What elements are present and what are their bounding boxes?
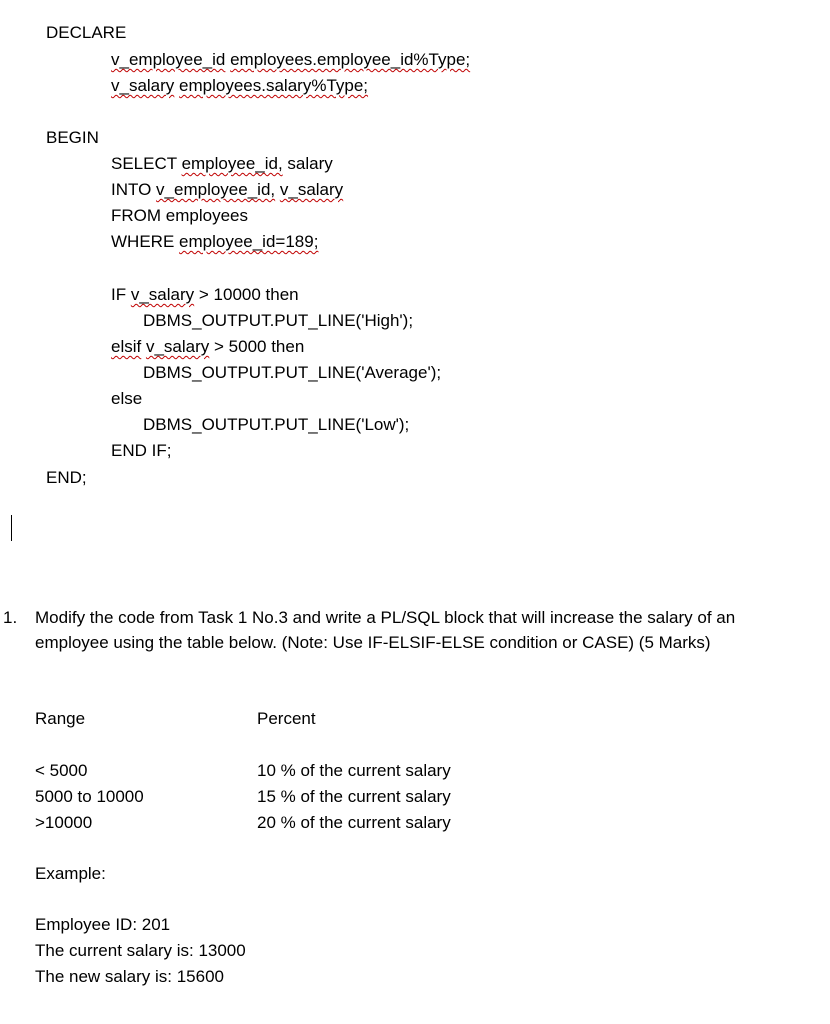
table-header-percent: Percent: [257, 709, 316, 728]
code-end: END;: [46, 468, 87, 487]
code-into-line: [111, 180, 343, 200]
code-var2-line: [111, 76, 368, 96]
code-var1-line: [111, 50, 470, 70]
code-into-var2: v_salary: [279, 180, 344, 199]
code-elsif-line: [111, 337, 304, 357]
code-into-kw: INTO: [111, 180, 152, 199]
code-into-var1: v_employee_id,: [156, 180, 276, 199]
code-select-line: [111, 154, 333, 174]
table-row-percent: 20 % of the current salary: [257, 813, 451, 832]
code-var2-type: employees.salary%Type;: [179, 76, 369, 95]
code-select-kw: SELECT: [111, 154, 177, 173]
code-put-average: DBMS_OUTPUT.PUT_LINE('Average');: [143, 363, 442, 382]
code-where-line: [111, 232, 318, 252]
code-begin: BEGIN: [46, 128, 99, 147]
code-elsif-cond: > 5000 then: [209, 337, 305, 356]
code-if-var: v_salary: [130, 285, 195, 304]
code-from-line: FROM employees: [111, 206, 248, 225]
code-where-cond: employee_id=189;: [179, 232, 319, 251]
table-row-percent: 15 % of the current salary: [257, 787, 451, 806]
code-elsif-kw: elsif: [111, 337, 142, 356]
code-put-low: DBMS_OUTPUT.PUT_LINE('Low');: [143, 415, 410, 434]
code-declare: DECLARE: [46, 23, 127, 42]
example-label: Example:: [35, 864, 106, 883]
text-cursor: [11, 515, 12, 541]
table-row-range: >10000: [35, 813, 93, 832]
question-text: Modify the code from Task 1 No.3 and write a PL/SQL block that will increase the salary of an employee using the table below. (Note: Use IF-ELSIF-ELSE condition or CASE) (5 Marks): [35, 608, 736, 652]
code-else: else: [111, 389, 143, 408]
example-new-salary: The new salary is: 15600: [35, 967, 224, 986]
table-header-range: Range: [35, 709, 86, 728]
question-number: 1.: [3, 608, 18, 627]
code-var1-name: v_employee_id: [111, 50, 226, 69]
code-if-kw: IF: [111, 285, 127, 304]
table-row-percent: 10 % of the current salary: [257, 761, 451, 780]
code-put-high: DBMS_OUTPUT.PUT_LINE('High');: [143, 311, 414, 330]
code-if-cond: > 10000 then: [194, 285, 299, 304]
code-if-line: [111, 285, 299, 305]
example-employee-id: Employee ID: 201: [35, 915, 171, 934]
code-select-col1: employee_id,: [181, 154, 283, 173]
table-row-range: < 5000: [35, 761, 88, 780]
code-select-col2: salary: [282, 154, 333, 173]
code-var2-name: v_salary: [111, 76, 175, 95]
example-current-salary: The current salary is: 13000: [35, 941, 246, 960]
table-row-range: 5000 to 10000: [35, 787, 144, 806]
code-where-kw: WHERE: [111, 232, 175, 251]
code-elsif-var: v_salary: [145, 337, 210, 356]
code-var1-type: employees.employee_id%Type;: [230, 50, 471, 69]
code-end-if: END IF;: [111, 441, 172, 460]
